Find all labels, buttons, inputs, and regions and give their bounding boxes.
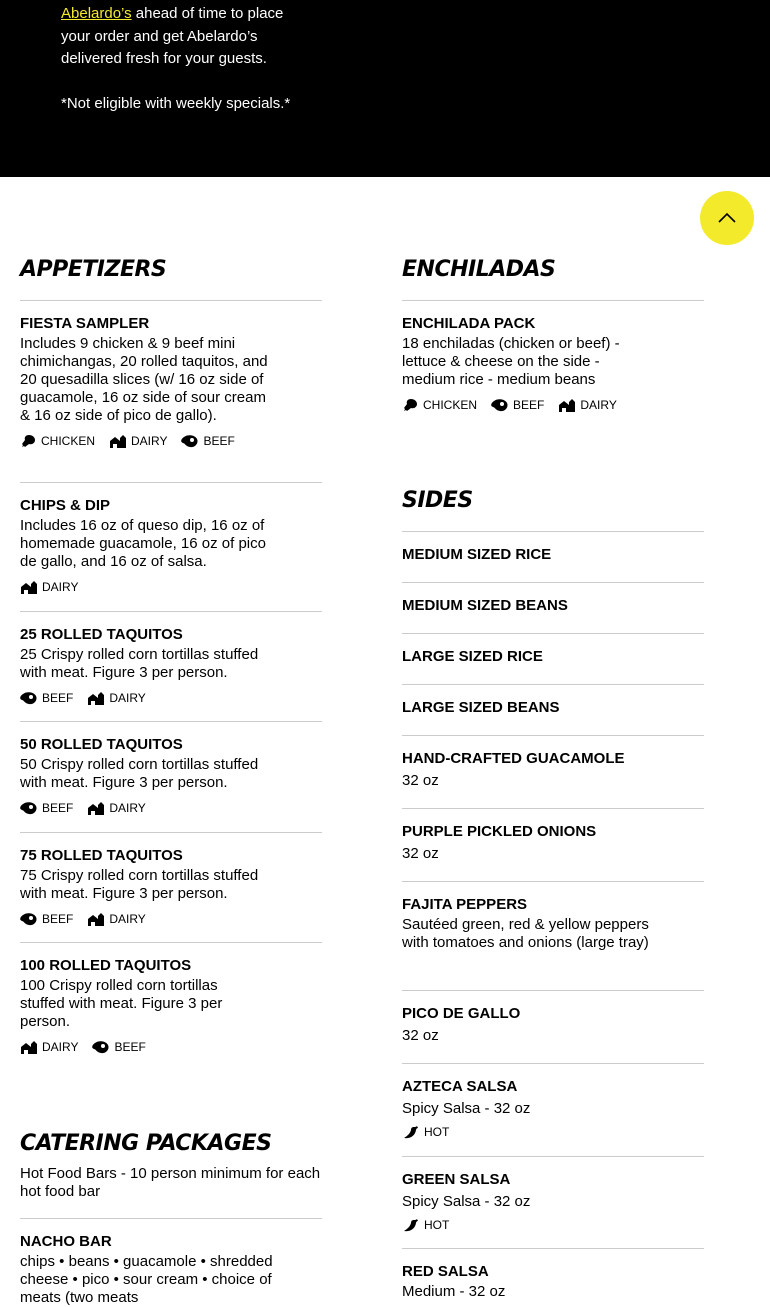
steak-icon <box>20 912 37 926</box>
menu-item[interactable] <box>402 1003 704 1047</box>
divider <box>402 531 704 532</box>
divider <box>20 1218 322 1219</box>
menu-item[interactable] <box>20 734 322 816</box>
item-desc: Spicy Salsa - 32 oz <box>402 1193 531 1210</box>
section-title-catering: CATERING PACKAGES <box>20 1131 272 1156</box>
item-desc: 32 oz <box>402 845 439 862</box>
item-desc: 25 Crispy rolled corn tortillas stuffed with meat. Figure 3 per person. <box>20 646 259 681</box>
item-name: ENCHILADA PACK <box>402 315 536 332</box>
menu-item[interactable] <box>402 821 704 865</box>
steak-icon <box>20 691 37 705</box>
tag-beef: BEEF <box>491 397 544 413</box>
item-desc: 18 enchiladas (chicken or beef) - lettuce & cheese on the side - medium rice - medium beans <box>402 335 620 388</box>
drumstick-icon <box>402 398 418 412</box>
divider <box>402 582 704 583</box>
divider <box>20 721 322 722</box>
tag-dairy: DAIRY <box>87 690 145 706</box>
divider <box>402 881 704 882</box>
item-name: PICO DE GALLO <box>402 1005 521 1022</box>
tag-hot: HOT <box>402 1217 449 1233</box>
item-desc: 32 oz <box>402 772 439 789</box>
tag-dairy: DAIRY <box>558 397 616 413</box>
chili-pepper-icon <box>402 1125 419 1139</box>
item-name: FAJITA PEPPERS <box>402 896 528 913</box>
menu-item[interactable] <box>20 624 322 706</box>
menu-item[interactable] <box>20 495 322 595</box>
divider <box>20 832 322 833</box>
tag-dairy: DAIRY <box>109 433 167 449</box>
tag-dairy: DAIRY <box>20 579 78 595</box>
menu-item[interactable] <box>402 748 704 792</box>
menu-item[interactable] <box>402 646 704 668</box>
menu-item[interactable] <box>402 697 704 719</box>
item-name: 50 ROLLED TAQUITOS <box>20 736 183 753</box>
divider <box>402 633 704 634</box>
menu-item[interactable] <box>402 544 704 566</box>
item-desc: Medium - 32 oz <box>402 1283 506 1300</box>
divider <box>20 942 322 943</box>
divider <box>20 300 322 301</box>
diet-tags <box>402 1217 704 1233</box>
tag-chicken: CHICKEN <box>20 433 95 449</box>
tag-beef: BEEF <box>20 800 73 816</box>
item-name: HAND-CRAFTED GUACAMOLE <box>402 750 625 767</box>
menu-item[interactable] <box>402 894 704 952</box>
item-name: AZTECA SALSA <box>402 1078 518 1095</box>
tag-chicken: CHICKEN <box>402 397 477 413</box>
chevron-up-icon <box>718 213 736 223</box>
tag-dairy: DAIRY <box>87 911 145 927</box>
menu-item[interactable] <box>20 1231 322 1307</box>
chili-pepper-icon <box>402 1218 419 1232</box>
item-desc: chips • beans • guacamole • shredded cheese • pico • sour cream • choice of meats (two meats <box>20 1253 273 1306</box>
item-name: RED SALSA <box>402 1263 489 1280</box>
divider <box>402 1063 704 1064</box>
barn-icon <box>109 434 126 448</box>
diet-tags <box>20 1039 322 1055</box>
divider <box>402 735 704 736</box>
divider <box>402 1156 704 1157</box>
divider <box>402 808 704 809</box>
divider <box>402 300 704 301</box>
section-title-appetizers: APPETIZERS <box>20 257 167 282</box>
steak-icon <box>181 434 198 448</box>
item-name: GREEN SALSA <box>402 1171 511 1188</box>
tag-beef: BEEF <box>181 433 234 449</box>
item-name: PURPLE PICKLED ONIONS <box>402 823 597 840</box>
barn-icon <box>87 801 104 815</box>
diet-tags <box>20 579 322 595</box>
steak-icon <box>92 1040 109 1054</box>
item-desc: 100 Crispy rolled corn tortillas stuffed with meat. Figure 3 per person. <box>20 977 223 1030</box>
tag-hot: HOT <box>402 1124 449 1140</box>
section-title-sides: SIDES <box>402 488 473 513</box>
divider <box>402 1248 704 1249</box>
diet-tags <box>402 1124 704 1140</box>
diet-tags <box>20 433 322 449</box>
barn-icon <box>20 1040 37 1054</box>
item-desc: Includes 16 oz of queso dip, 16 oz of homemade guacamole, 16 oz of pico de gallo, and 16 oz of salsa. <box>20 517 266 570</box>
item-name: FIESTA SAMPLER <box>20 315 150 332</box>
menu-item[interactable] <box>20 845 322 927</box>
tag-beef: BEEF <box>20 911 73 927</box>
promo-note: *Not eligible with weekly specials.* <box>61 95 291 112</box>
diet-tags <box>402 397 704 413</box>
catering-intro: Hot Food Bars - 10 person minimum for each hot food bar <box>20 1165 321 1200</box>
divider <box>402 990 704 991</box>
menu-item[interactable] <box>402 1076 704 1140</box>
menu-item[interactable] <box>402 1261 704 1301</box>
item-desc: 50 Crispy rolled corn tortillas stuffed with meat. Figure 3 per person. <box>20 756 259 791</box>
menu-item[interactable] <box>402 1169 704 1233</box>
item-name: LARGE SIZED BEANS <box>402 699 560 716</box>
right-column <box>402 0 704 1300</box>
barn-icon <box>20 580 37 594</box>
divider <box>20 611 322 612</box>
promo-link[interactable]: Abelardo’s <box>61 5 132 22</box>
divider <box>20 482 322 483</box>
item-desc: Spicy Salsa - 32 oz <box>402 1100 531 1117</box>
divider <box>402 684 704 685</box>
left-column <box>20 0 322 1306</box>
item-desc: Includes 9 chicken & 9 beef mini chimichangas, 20 rolled taquitos, and 20 quesadilla slices (w/ 16 oz side of guacamole, 16 oz side of sour cream & 16 oz side of pico de gallo). <box>20 335 268 424</box>
item-name: 100 ROLLED TAQUITOS <box>20 957 192 974</box>
barn-icon <box>87 691 104 705</box>
barn-icon <box>558 398 575 412</box>
scroll-top-button[interactable] <box>700 191 754 245</box>
item-desc: 32 oz <box>402 1027 439 1044</box>
steak-icon <box>491 398 508 412</box>
item-name: MEDIUM SIZED RICE <box>402 546 552 563</box>
diet-tags <box>20 911 322 927</box>
tag-dairy: DAIRY <box>87 800 145 816</box>
promo-text-rest: ahead of time to place your order and get Abelardo’s delivered fresh for your guests. <box>61 5 284 67</box>
item-name: NACHO BAR <box>20 1233 112 1250</box>
menu-item[interactable] <box>20 313 322 449</box>
section-title-enchiladas: ENCHILADAS <box>402 257 556 282</box>
item-name: MEDIUM SIZED BEANS <box>402 597 568 614</box>
item-name: CHIPS & DIP <box>20 497 111 514</box>
steak-icon <box>20 801 37 815</box>
diet-tags <box>20 800 322 816</box>
item-desc: 75 Crispy rolled corn tortillas stuffed with meat. Figure 3 per person. <box>20 867 259 902</box>
drumstick-icon <box>20 434 36 448</box>
tag-dairy: DAIRY <box>20 1039 78 1055</box>
diet-tags <box>20 690 322 706</box>
item-desc: Sautéed green, red & yellow peppers with tomatoes and onions (large tray) <box>402 916 649 951</box>
tag-beef: BEEF <box>20 690 73 706</box>
menu-item[interactable] <box>402 313 704 413</box>
item-name: 75 ROLLED TAQUITOS <box>20 847 183 864</box>
item-name: 25 ROLLED TAQUITOS <box>20 626 183 643</box>
menu-item[interactable] <box>20 955 322 1055</box>
barn-icon <box>87 912 104 926</box>
item-name: LARGE SIZED RICE <box>402 648 543 665</box>
tag-beef: BEEF <box>92 1039 145 1055</box>
menu-item[interactable] <box>402 595 704 617</box>
